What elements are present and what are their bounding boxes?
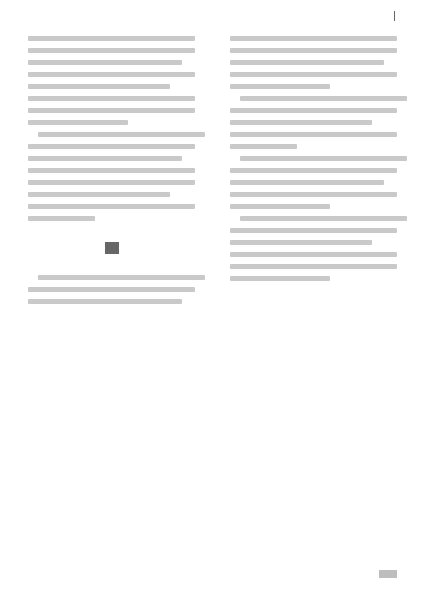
text-line — [28, 36, 195, 41]
text-line — [230, 228, 397, 233]
text-line — [28, 108, 195, 113]
text-line — [28, 180, 195, 185]
text-line — [28, 144, 195, 149]
text-line — [28, 204, 195, 209]
text-line — [230, 120, 372, 125]
text-line — [28, 216, 95, 221]
text-line — [230, 144, 297, 149]
text-line — [230, 60, 384, 65]
text-line — [230, 252, 397, 257]
text-line — [28, 96, 195, 101]
text-line — [230, 180, 384, 185]
text-line — [28, 287, 195, 292]
text-line — [28, 60, 182, 65]
text-line — [230, 36, 397, 41]
text-line — [28, 192, 170, 197]
text-line — [38, 275, 205, 280]
text-line — [230, 132, 397, 137]
text-line — [28, 120, 128, 125]
page-number — [379, 570, 397, 578]
running-header — [388, 10, 401, 22]
right-column-text — [230, 36, 397, 556]
section-number — [105, 242, 119, 254]
text-line — [230, 168, 397, 173]
section-heading — [28, 237, 195, 259]
text-line — [28, 48, 195, 53]
text-line — [230, 264, 397, 269]
text-line — [230, 204, 330, 209]
text-line — [28, 299, 182, 304]
text-line — [230, 84, 330, 89]
header-divider — [394, 11, 395, 21]
text-line — [230, 108, 397, 113]
left-column-text — [28, 36, 195, 556]
text-line — [38, 132, 205, 137]
text-line — [230, 276, 330, 281]
text-line — [28, 168, 195, 173]
text-line — [230, 72, 397, 77]
text-line — [240, 96, 407, 101]
text-line — [230, 48, 397, 53]
text-line — [240, 156, 407, 161]
text-line — [230, 192, 397, 197]
text-line — [28, 72, 195, 77]
text-line — [240, 216, 407, 221]
text-line — [28, 156, 182, 161]
text-line — [28, 84, 170, 89]
text-line — [230, 240, 372, 245]
